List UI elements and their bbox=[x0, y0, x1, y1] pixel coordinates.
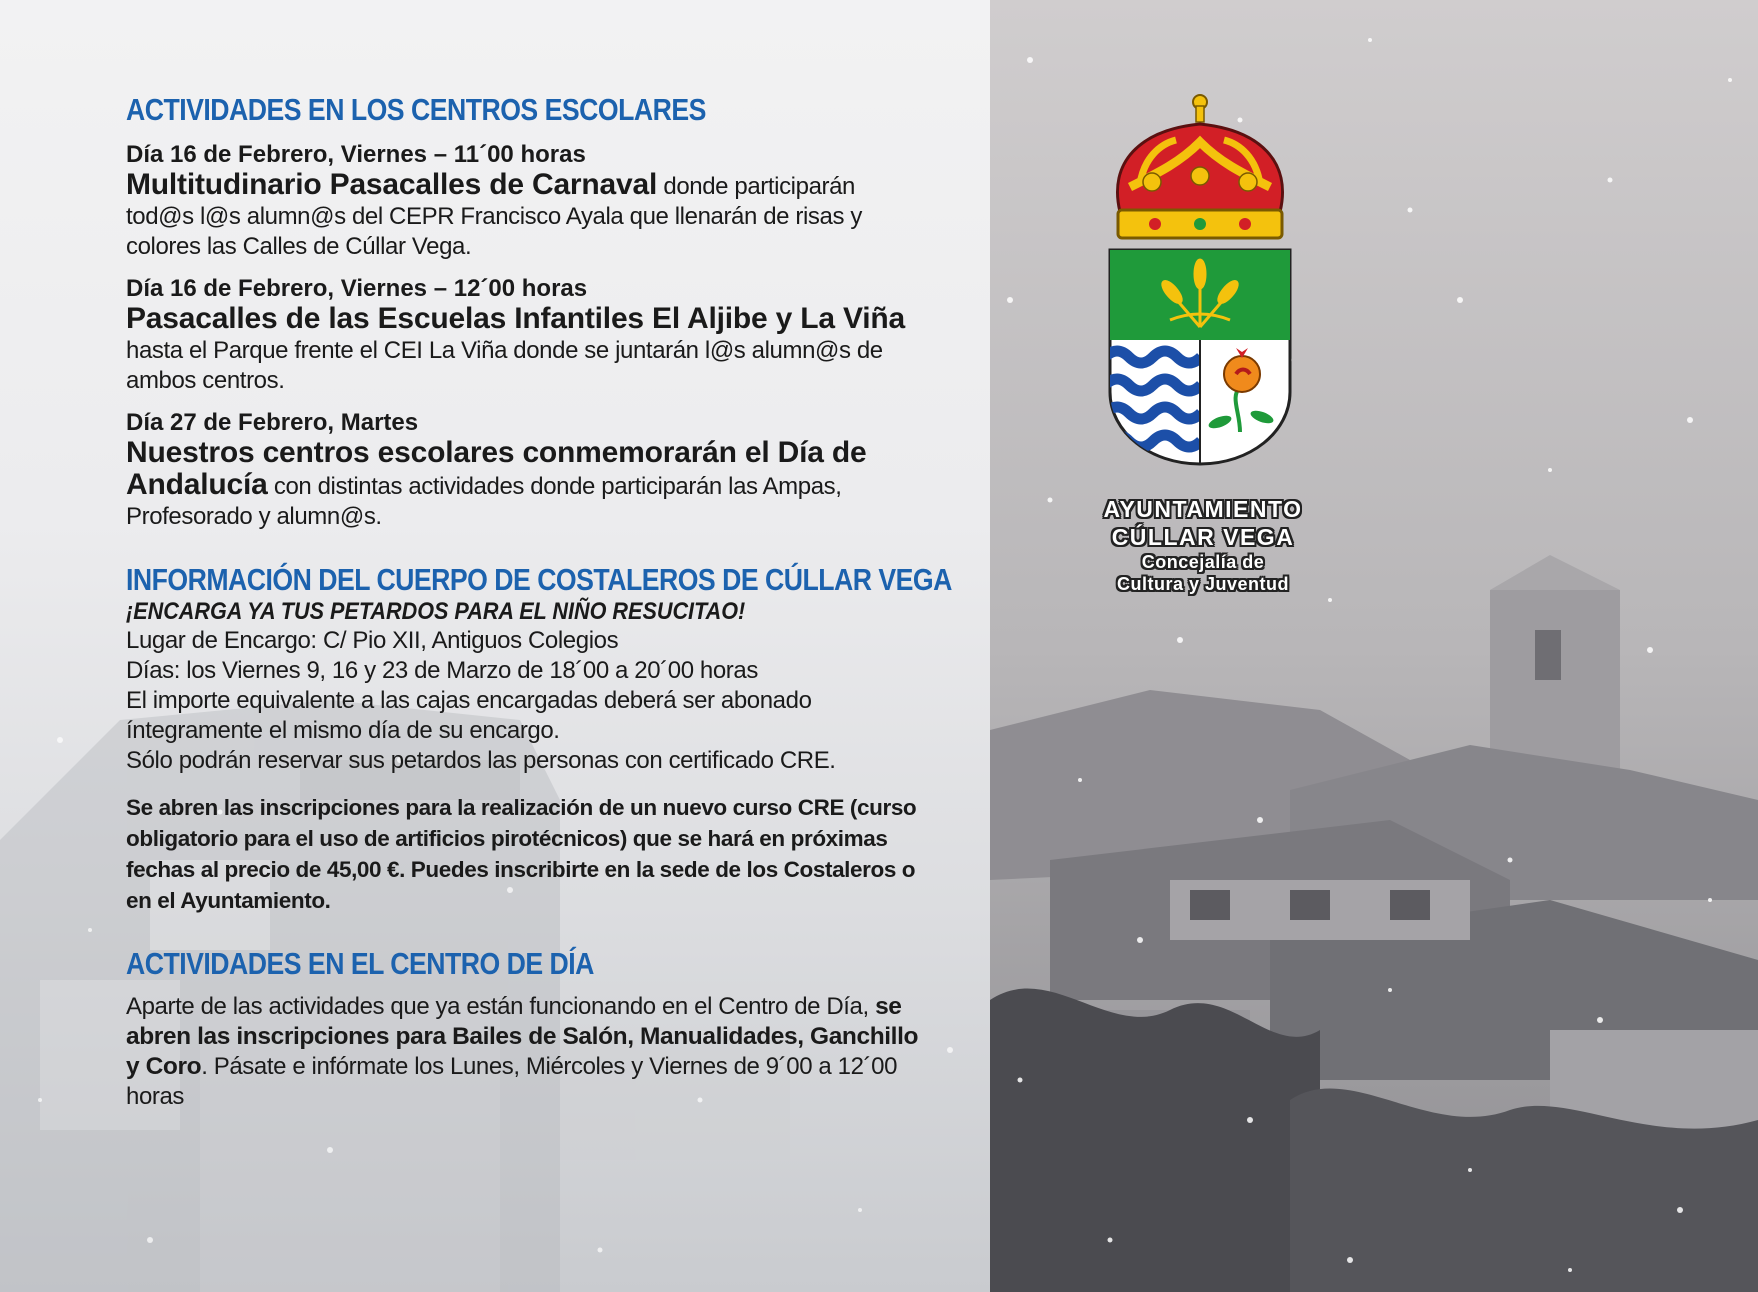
org-line-4: Cultura y Juventud bbox=[1116, 574, 1290, 594]
coat-of-arms-icon bbox=[1100, 92, 1310, 468]
cre-course-text: Se abren las inscripciones para la realización de un nuevo curso CRE (curso obligatorio para el uso de artificios pirotécnicos) que se hará en próximas fechas al precio de 45,00 €. Puedes inscribirte en la sede de los Costaleros o en el Ayuntamiento. bbox=[126, 795, 917, 913]
day-centre-heading: ACTIVIDADES EN EL CENTRO DE DÍA bbox=[126, 946, 594, 981]
event-2 bbox=[126, 274, 926, 396]
day-centre-rest: . Pásate e infórmate los Lunes, Miércoles y Viernes de 9´00 a 12´00 horas bbox=[126, 1053, 898, 1110]
costaleros-line-1: Lugar de Encargo: C/ Pio XII, Antiguos Colegios bbox=[126, 627, 619, 654]
event-2-title: Pasacalles de las Escuelas Infantiles El Aljibe y La Viña bbox=[126, 302, 906, 335]
event-3-text bbox=[126, 438, 926, 532]
day-centre-bold: se abren las inscripciones para Bailes de Salón, Manualidades, Ganchillo y Coro bbox=[126, 993, 919, 1080]
org-line-1: AYUNTAMIENTO bbox=[1103, 496, 1303, 522]
event-1-text bbox=[126, 170, 926, 262]
event-1-rest: donde participarán tod@s l@s alumn@s del CEPR Francisco Ayala que llenarán de risas y colores las Calles de Cúllar Vega. bbox=[126, 173, 862, 260]
event-2-date: Día 16 de Febrero, Viernes – 12´00 horas bbox=[126, 275, 588, 302]
day-centre-text bbox=[126, 992, 926, 1112]
event-3-rest: con distintas actividades donde participarán las Ampas, Profesorado y alumn@s. bbox=[126, 473, 842, 530]
crown-icon bbox=[1118, 95, 1283, 238]
costaleros-line-2: Días: los Viernes 9, 16 y 23 de Marzo de 18´00 a 20´00 horas bbox=[126, 657, 758, 684]
content-column bbox=[126, 92, 952, 1112]
shield-icon bbox=[1105, 250, 1290, 464]
event-1-date: Día 16 de Febrero, Viernes – 11´00 horas bbox=[126, 141, 586, 168]
event-1 bbox=[126, 140, 926, 262]
event-2-rest: hasta el Parque frente el CEI La Viña donde se juntarán l@s alumn@s de ambos centros. bbox=[126, 337, 883, 394]
day-centre-intro: Aparte de las actividades que ya están funcionando en el Centro de Día, bbox=[126, 993, 869, 1020]
event-1-title: Multitudinario Pasacalles de Carnaval bbox=[126, 168, 658, 201]
schools-heading: ACTIVIDADES EN LOS CENTROS ESCOLARES bbox=[126, 92, 706, 127]
org-line-3: Concejalía de bbox=[1141, 552, 1265, 572]
organization-name bbox=[1058, 495, 1348, 595]
event-3-date: Día 27 de Febrero, Martes bbox=[126, 409, 419, 436]
costaleros-heading: INFORMACIÓN DEL CUERPO DE COSTALEROS DE CÚLLAR VEGA bbox=[126, 562, 952, 597]
costaleros-line-3: El importe equivalente a las cajas encargadas deberá ser abonado íntegramente el mismo día de su encargo. bbox=[126, 687, 812, 744]
event-3-title: Nuestros centros escolares conmemorarán el Día de Andalucía bbox=[126, 436, 867, 501]
costaleros-line-4: Sólo podrán reservar sus petardos las personas con certificado CRE. bbox=[126, 747, 836, 774]
event-3 bbox=[126, 408, 926, 532]
event-2-text bbox=[126, 304, 926, 396]
costaleros-subheading: ¡ENCARGA YA TUS PETARDOS PARA EL NIÑO RESUCITAO! bbox=[126, 598, 746, 625]
org-line-2: CÚLLAR VEGA bbox=[1111, 524, 1295, 550]
